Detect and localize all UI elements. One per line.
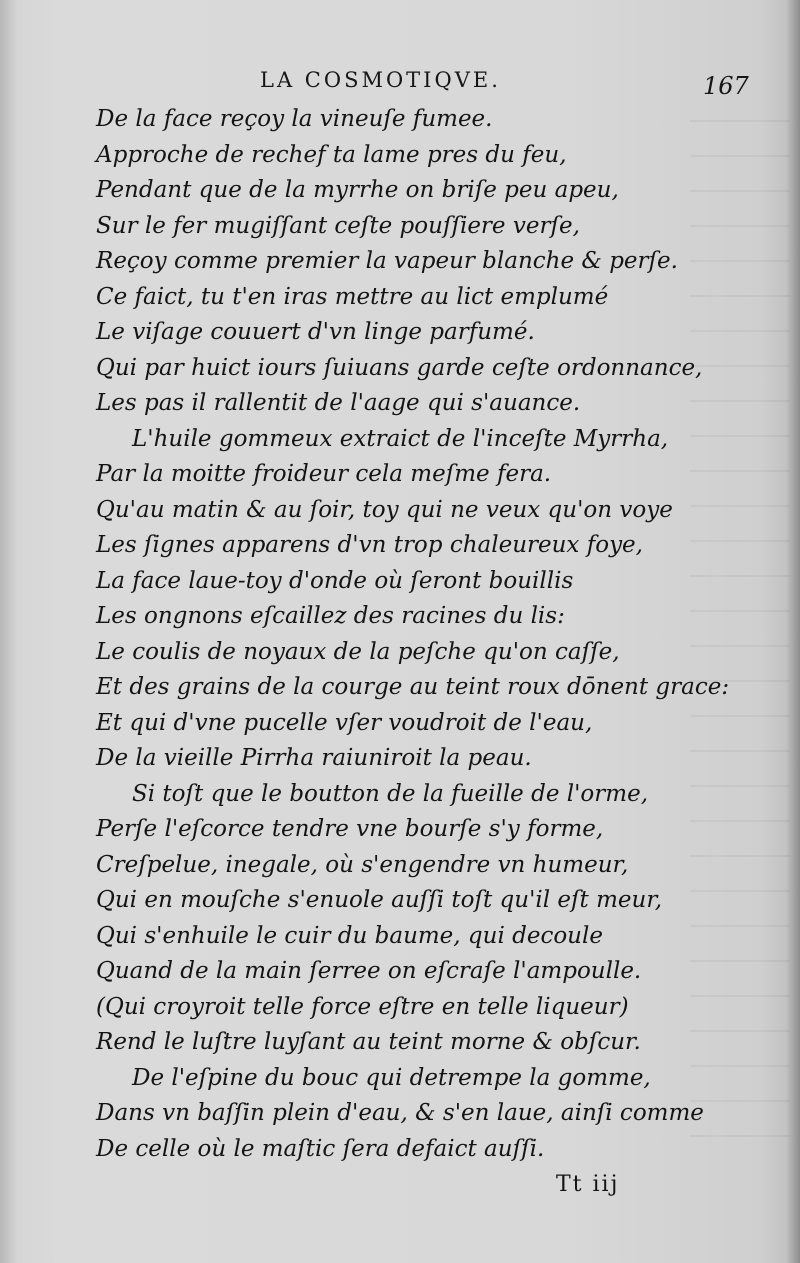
poem-line: Rend le luſtre luyſant au teint morne & obſcur. — [96, 1029, 641, 1055]
poem-line: Et des grains de la courge au teint roux dōnent grace: — [96, 674, 730, 700]
poem-line: Qui par huict iours ſuiuans garde ceſte ordonnance, — [96, 354, 703, 381]
poem-line: Et qui d'vne pucelle vſer voudroit de l'eau, — [96, 709, 593, 736]
poem-line: De celle où le maſtic ſera defaict auſſi. — [96, 1135, 545, 1162]
poem-line: Pendant que de la myrrhe on briſe peu apeu, — [96, 177, 619, 203]
poem-line: Creſpelue, inegale, où s'engendre vn humeur, — [96, 851, 629, 878]
poem-line: Approche de rechef ta lame pres du feu, — [96, 141, 567, 168]
poem-line: (Qui croyroit telle force eſtre en telle liqueur) — [96, 993, 629, 1020]
poem-line: Quand de la main ſerree on eſcraſe l'ampoulle. — [96, 958, 642, 984]
poem-text — [96, 102, 736, 1167]
poem-line: Les ſignes apparens d'vn trop chaleureux foye, — [96, 532, 643, 558]
poem-line: Les ongnons eſcaillez des racines du lis: — [96, 603, 565, 629]
poem-line: Reçoy comme premier la vapeur blanche & perſe. — [96, 248, 678, 274]
poem-line: De la vieille Pirrha raiuniroit la peau. — [96, 745, 532, 771]
poem-line: Ce faict, tu t'en iras mettre au lict emplumé — [96, 283, 609, 310]
poem-line: De la face reçoy la vineuſe fumee. — [96, 106, 493, 132]
page-number: 167 — [703, 72, 749, 100]
signature-mark: Tt iij — [556, 1172, 620, 1197]
page-edge-shadow — [786, 0, 800, 1263]
poem-line: Le coulis de noyaux de la peſche qu'on caſſe, — [96, 638, 620, 665]
poem-line: La face laue-toy d'onde où ſeront bouillis — [96, 567, 574, 594]
poem-line: Le viſage couuert d'vn linge parfumé. — [96, 319, 535, 345]
poem-line: L'huile gommeux extraict de l'inceſte Myrrha, — [132, 425, 669, 452]
poem-line: De l'eſpine du bouc qui detrempe la gomme, — [132, 1064, 651, 1091]
poem-line: Si toſt que le boutton de la fueille de l'orme, — [132, 780, 649, 807]
poem-line: Qui s'enhuile le cuir du baume, qui decoule — [96, 922, 603, 949]
page-header — [0, 62, 800, 102]
poem-line: Sur le fer mugiſſant ceſte pouſſiere verſe, — [96, 212, 580, 239]
poem-line: Les pas il rallentit de l'aage qui s'auance. — [96, 390, 581, 416]
poem-line: Dans vn baſſin plein d'eau, & s'en laue, ainſi comme — [96, 1100, 704, 1126]
running-title: LA COSMOTIQVE. — [260, 68, 501, 92]
poem-line: Perſe l'eſcorce tendre vne bourſe s'y forme, — [96, 816, 604, 842]
poem-line: Par la moitte froideur cela meſme fera. — [96, 461, 552, 487]
poem-line: Qui en mouſche s'enuole auſſi toſt qu'il eſt meur, — [96, 887, 663, 913]
poem-line: Qu'au matin & au ſoir, toy qui ne veux qu'on voye — [96, 496, 673, 523]
